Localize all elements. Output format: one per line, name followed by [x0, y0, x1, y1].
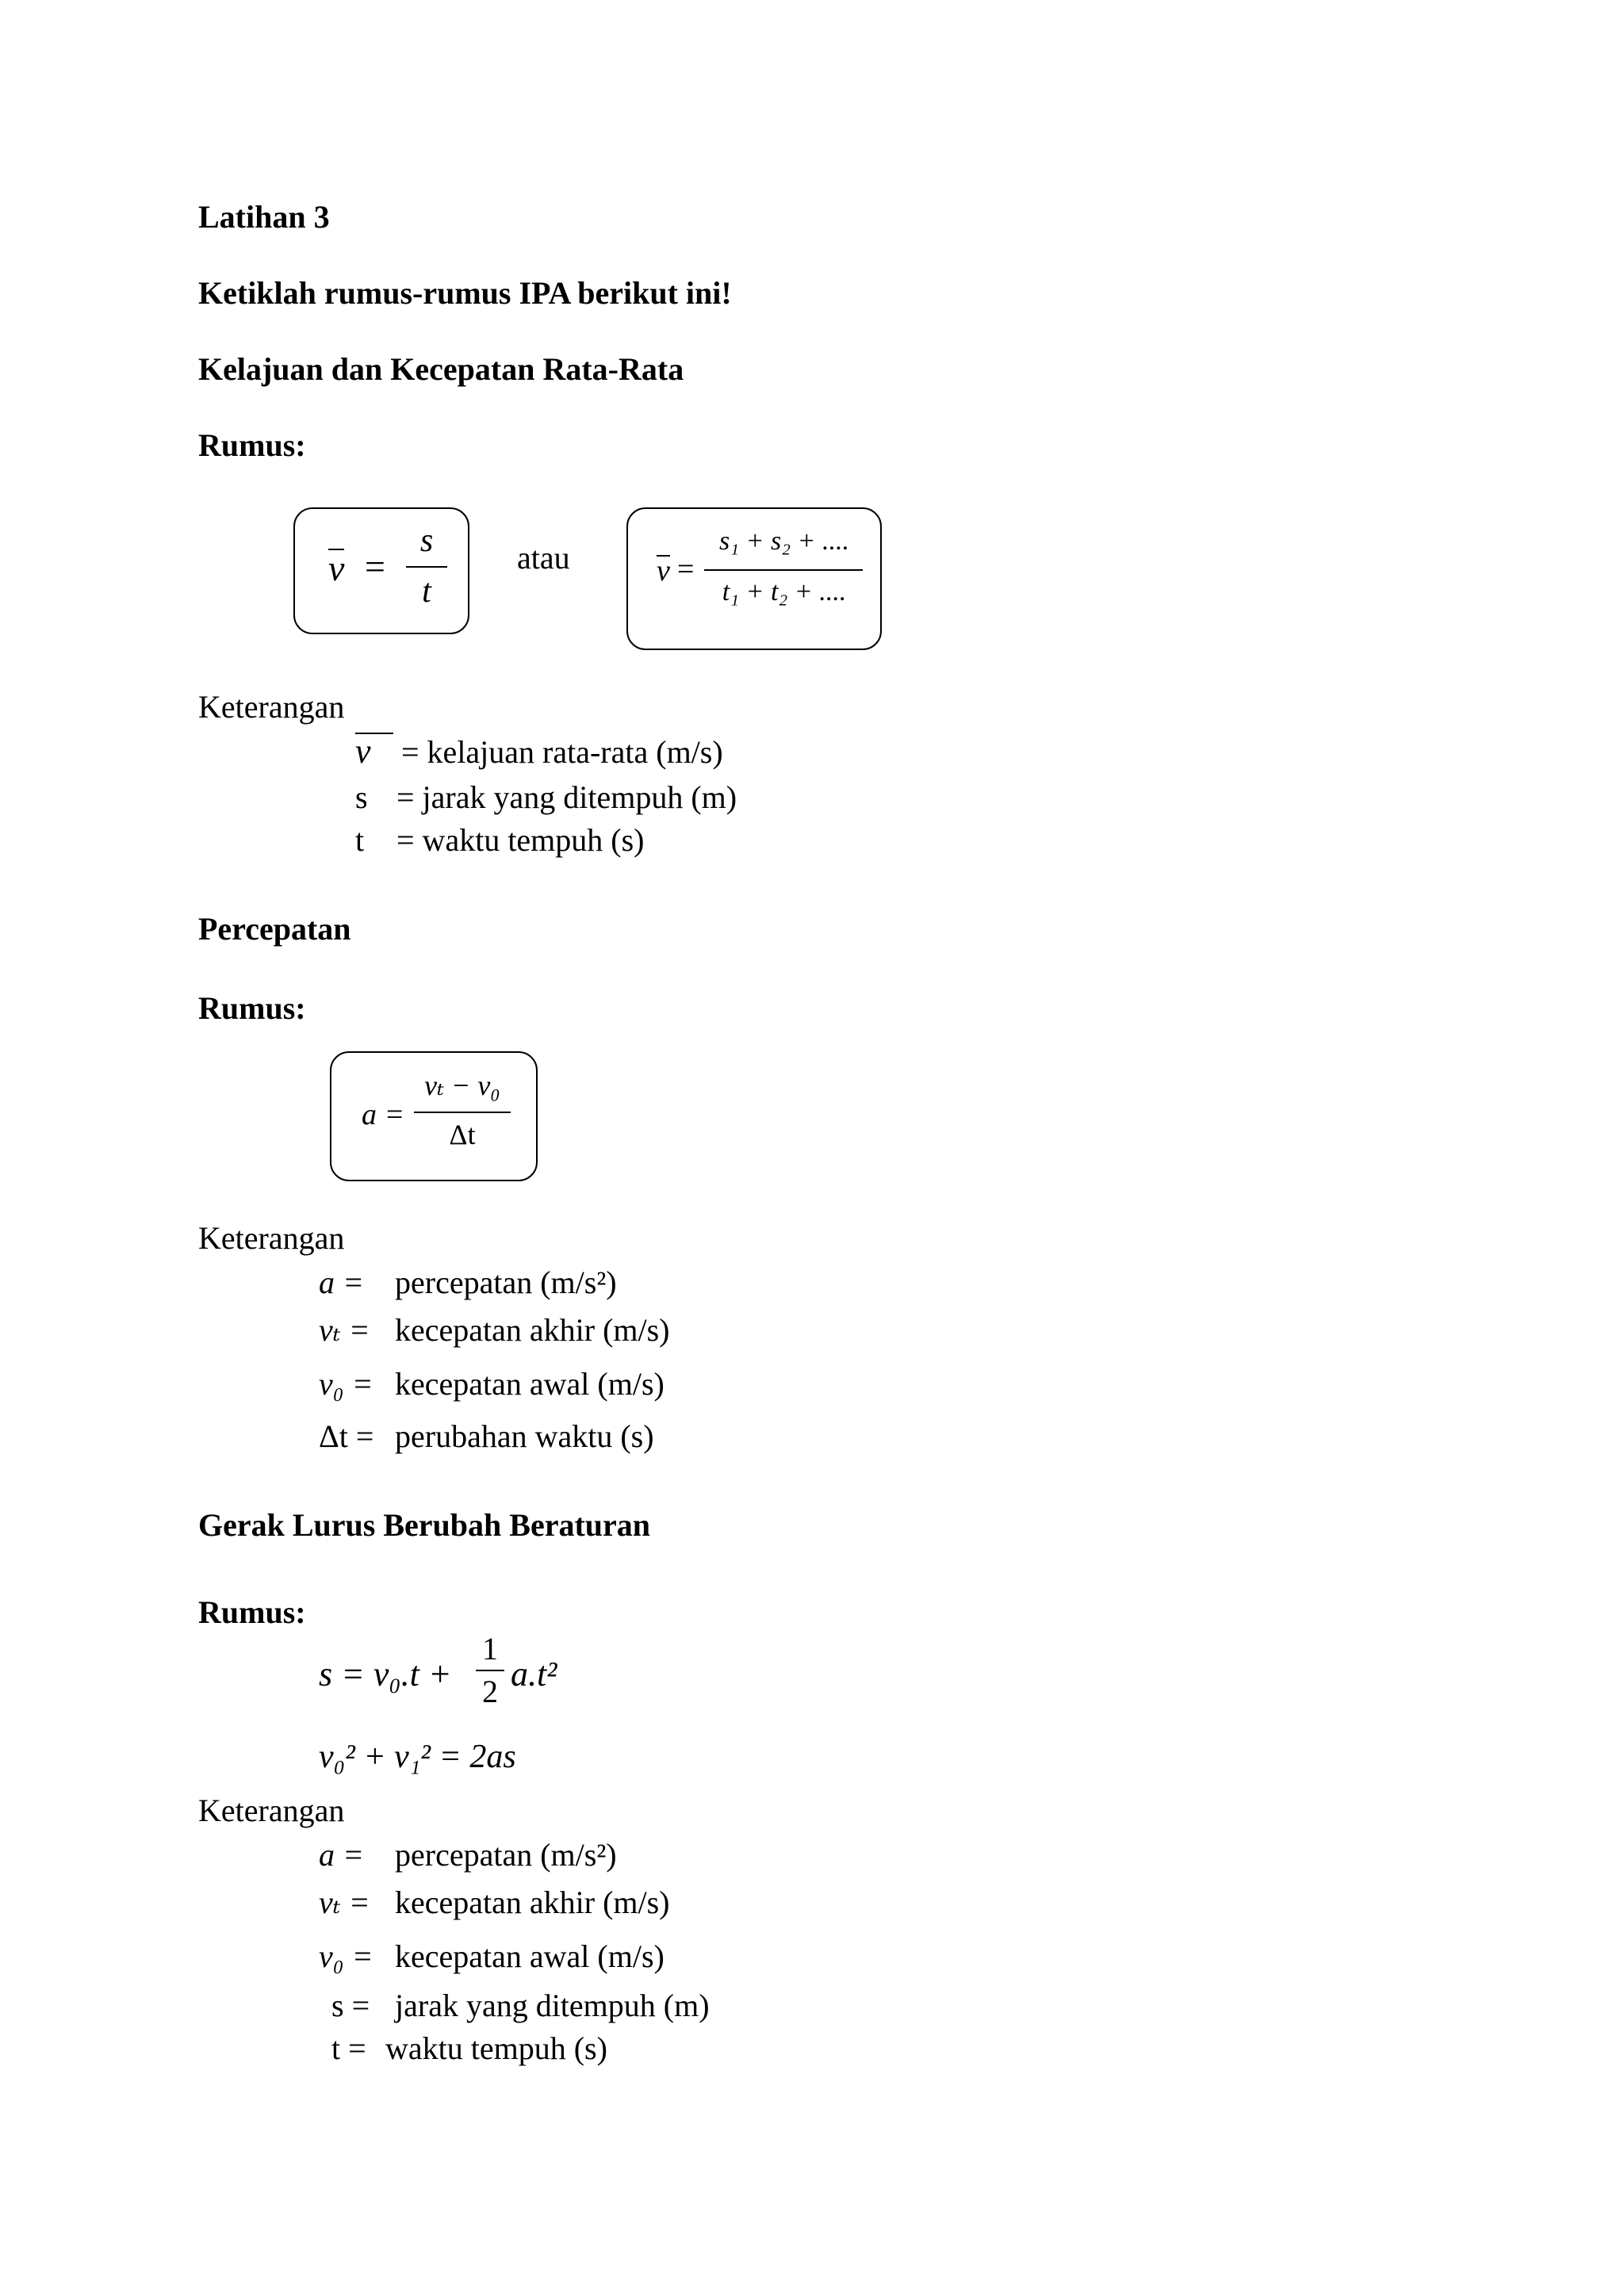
legend-symbol: vₜ = — [319, 1312, 370, 1348]
formula-equals: = — [677, 553, 695, 586]
legend-symbol: s = — [331, 1988, 370, 2023]
fraction-line — [476, 1670, 504, 1671]
legend-text: kecepatan awal (m/s) — [395, 1938, 665, 1974]
formula-glbb-displacement-right: a.t² — [511, 1655, 557, 1693]
formula-equals: = — [365, 546, 385, 587]
keterangan-label-2: Keterangan — [198, 1220, 345, 1256]
legend-symbol: t = — [331, 2030, 366, 2066]
formula-box-average-speed — [293, 507, 469, 634]
legend-row — [319, 1884, 670, 1921]
keterangan-label-1: Keterangan — [198, 689, 345, 725]
legend-symbol: v₀ = — [319, 1366, 373, 1402]
legend-symbol: vₜ = — [319, 1885, 370, 1920]
heading-section3: Gerak Lurus Berubah Beraturan — [198, 1507, 651, 1543]
legend-row — [355, 779, 737, 816]
fraction-line — [414, 1112, 511, 1113]
legend-row — [355, 821, 645, 859]
legend-symbol: Δt = — [319, 1418, 374, 1454]
legend-text: perubahan waktu (s) — [395, 1418, 654, 1454]
legend-text: kecepatan akhir (m/s) — [395, 1312, 670, 1348]
legend-text: = waktu tempuh (s) — [396, 822, 645, 858]
legend-text: kecepatan akhir (m/s) — [395, 1885, 670, 1920]
legend-symbol: t — [355, 822, 365, 858]
heading-section1: Kelajuan dan Kecepatan Rata-Rata — [198, 351, 684, 387]
legend-row — [319, 1418, 654, 1455]
legend-symbol: a = — [319, 1837, 364, 1873]
formula-lhs-vbar: v — [328, 548, 345, 588]
heading-section2: Percepatan — [198, 911, 351, 947]
formula-box-acceleration — [330, 1051, 538, 1181]
formula-numerator: s₁ + s₂ + .... — [719, 526, 849, 556]
formula-numerator: s — [419, 522, 434, 559]
legend-symbol: a = — [319, 1265, 364, 1300]
legend-text: kecepatan awal (m/s) — [395, 1366, 665, 1402]
legend-symbol: s — [355, 779, 368, 815]
formula-lhs: a = — [362, 1098, 405, 1131]
formula-half-denominator: 2 — [482, 1674, 498, 1709]
heading-latihan: Latihan 3 — [198, 199, 330, 235]
formula-denominator: Δt — [449, 1119, 476, 1150]
legend-row — [355, 731, 723, 771]
formula-half-numerator: 1 — [482, 1631, 498, 1667]
legend-text: waktu tempuh (s) — [385, 2030, 607, 2066]
formula-denominator: t₁ + t₂ + .... — [722, 577, 847, 607]
legend-row — [319, 1365, 665, 1402]
fraction-line — [704, 569, 863, 571]
legend-text: percepatan (m/s²) — [395, 1265, 617, 1300]
formula-numerator: vₜ − v₀ — [424, 1070, 500, 1101]
legend-text: percepatan (m/s²) — [395, 1837, 617, 1873]
fraction-line — [406, 566, 447, 568]
heading-instruction: Ketiklah rumus-rumus IPA berikut ini! — [198, 275, 732, 311]
formula-glbb-displacement-left: s = v₀.t + — [319, 1655, 452, 1693]
legend-row — [331, 1987, 710, 2024]
formula-box-average-speed-sum — [626, 507, 882, 650]
legend-text: jarak yang ditempuh (m) — [395, 1988, 710, 2023]
legend-text: = jarak yang ditempuh (m) — [396, 779, 737, 815]
legend-symbol: v — [355, 731, 393, 771]
legend-text: = kelajuan rata-rata (m/s) — [401, 734, 723, 770]
legend-symbol: v₀ = — [319, 1938, 373, 1974]
rumus-label-2: Rumus: — [198, 990, 306, 1026]
legend-row — [319, 1311, 670, 1349]
rumus-label-3: Rumus: — [198, 1594, 306, 1630]
or-label: atau — [517, 540, 570, 576]
formula-denominator: t — [422, 573, 431, 610]
formula-lhs-vbar: v — [657, 554, 670, 587]
rumus-label-1: Rumus: — [198, 427, 306, 463]
legend-row — [319, 1836, 617, 1873]
keterangan-label-3: Keterangan — [198, 1793, 345, 1828]
legend-row — [319, 1938, 665, 1975]
legend-row — [319, 1264, 617, 1301]
formula-glbb-velocity: v₀² + v₁² = 2as — [319, 1739, 516, 1775]
legend-row — [331, 2030, 607, 2067]
